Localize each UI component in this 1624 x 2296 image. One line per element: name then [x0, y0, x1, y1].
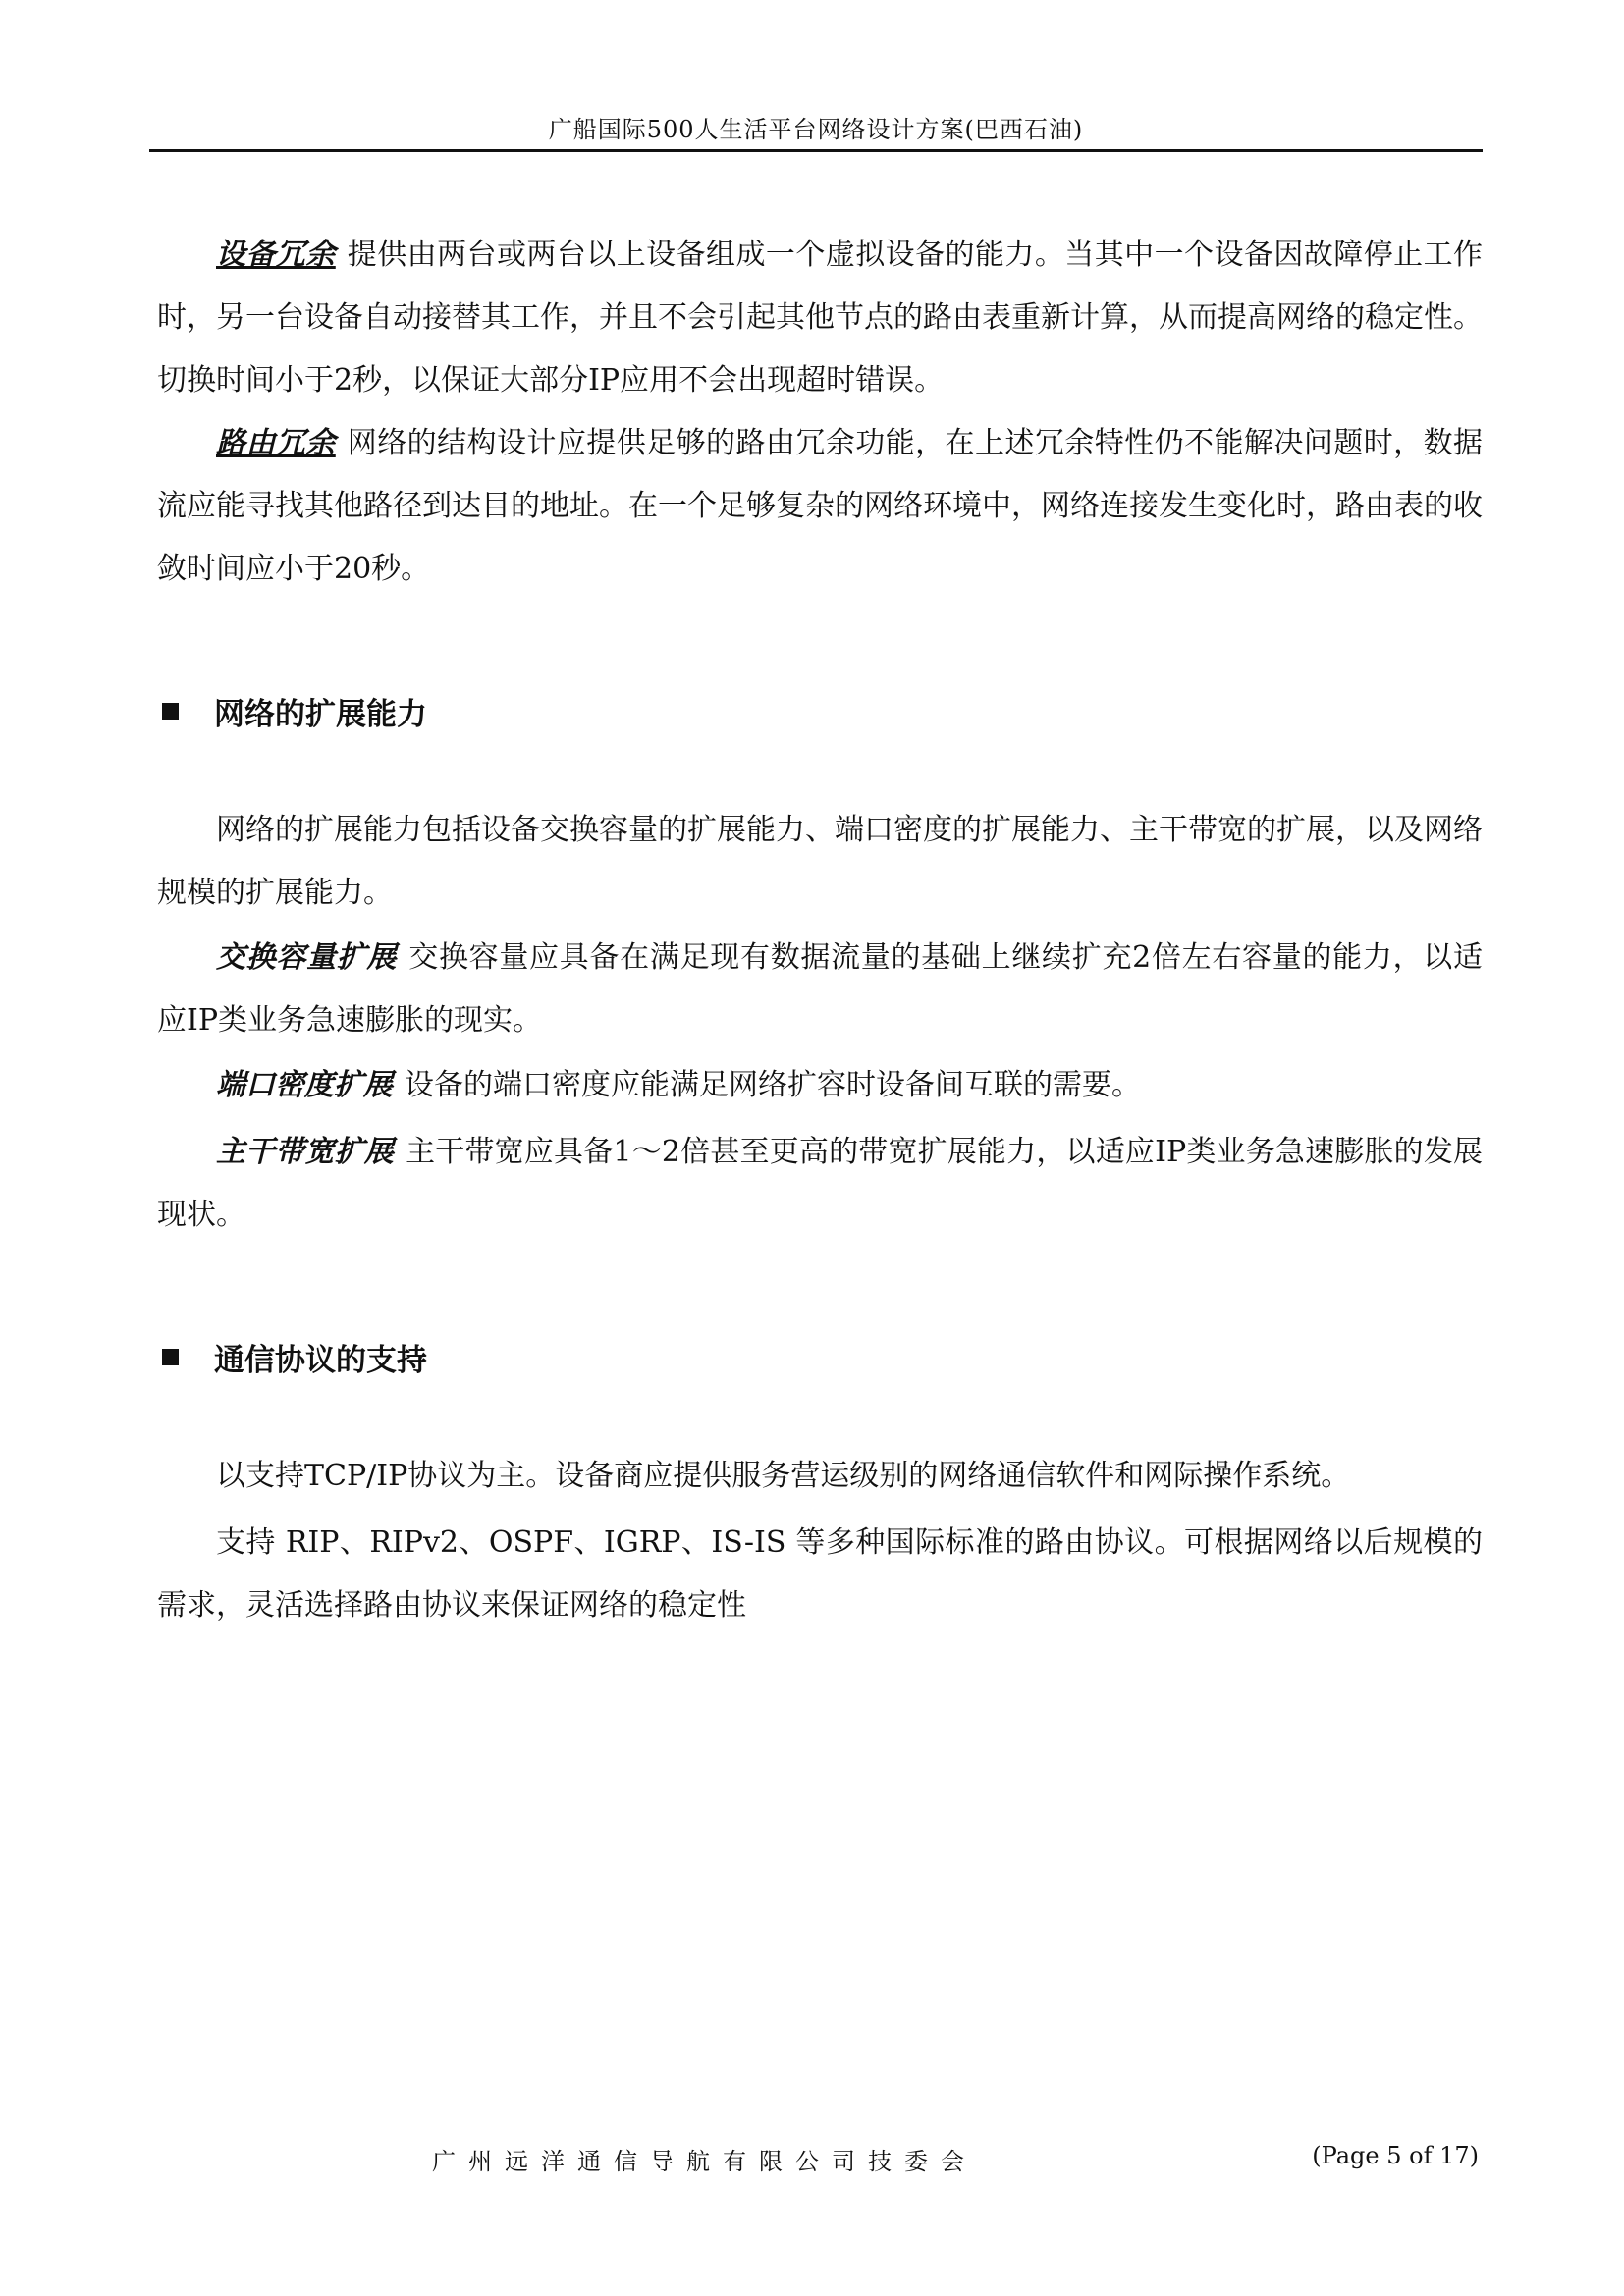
protocol-paragraph-2: 支持 RIP、RIPv2、OSPF、IGRP、IS-IS 等多种国际标准的路由协议。可根据网络以后规模的需求，灵活选择路由协议来保证网络的稳定性: [157, 1525, 1483, 1623]
switching-capacity-text: 交换容量应具备在满足现有数据流量的基础上继续扩充2倍左右容量的能力，以适应IP类业务急速膨胀的现实。: [157, 940, 1483, 1038]
footer-company: 广州远洋通信导航有限公司技委会: [432, 2148, 977, 2175]
backbone-bandwidth-paragraph: [157, 1121, 1483, 1247]
routing-redundancy-paragraph: [157, 412, 1483, 601]
device-redundancy-text: 提供由两台或两台以上设备组成一个虚拟设备的能力。当其中一个设备因故障停止工作时，另一台设备自动接替其工作，并且不会引起其他节点的路由表重新计算，从而提高网络的稳定性。切换时间小于2秒，以保证大部分IP应用不会出现超时错误。: [157, 238, 1484, 398]
backbone-bandwidth-term: 主干带宽扩展: [216, 1135, 395, 1169]
square-bullet-icon: [162, 703, 179, 720]
backbone-bandwidth-text: 主干带宽应具备1～2倍甚至更高的带宽扩展能力，以适应IP类业务急速膨胀的发展现状。: [157, 1135, 1484, 1232]
routing-redundancy-term: 路由冗余: [216, 426, 336, 460]
port-density-text: 设备的端口密度应能满足网络扩容时设备间互联的需要。: [405, 1068, 1141, 1102]
scalability-intro-paragraph: 网络的扩展能力包括设备交换容量的扩展能力、端口密度的扩展能力、主干带宽的扩展，以及网络规模的扩展能力。: [157, 813, 1483, 910]
routing-redundancy-text: 网络的结构设计应提供足够的路由冗余功能，在上述冗余特性仍不能解决问题时，数据流应能寻找其他路径到达目的地址。在一个足够复杂的网络环境中，网络连接发生变化时，路由表的收敛时间应小于20秒。: [157, 426, 1484, 586]
scalability-heading: [162, 689, 427, 733]
switching-capacity-paragraph: [157, 927, 1483, 1052]
switching-capacity-term: 交换容量扩展: [216, 940, 398, 975]
device-redundancy-term: 设备冗余: [216, 238, 336, 272]
protocol-heading-text: 通信协议的支持: [214, 1343, 427, 1378]
protocol-paragraph-1: 以支持TCP/IP协议为主。设备商应提供服务营运级别的网络通信软件和网际操作系统。: [216, 1459, 1351, 1493]
footer-page-number: (Page 5 of 17): [1312, 2142, 1479, 2169]
port-density-term: 端口密度扩展: [216, 1068, 393, 1102]
page-header-title: 广船国际500人生活平台网络设计方案(巴西石油): [548, 116, 1084, 143]
header-divider: [149, 149, 1483, 152]
scalability-heading-text: 网络的扩展能力: [214, 697, 427, 732]
device-redundancy-paragraph: [157, 224, 1483, 412]
square-bullet-icon: [162, 1349, 179, 1365]
port-density-paragraph: [157, 1054, 1483, 1117]
protocol-heading: [162, 1335, 427, 1379]
